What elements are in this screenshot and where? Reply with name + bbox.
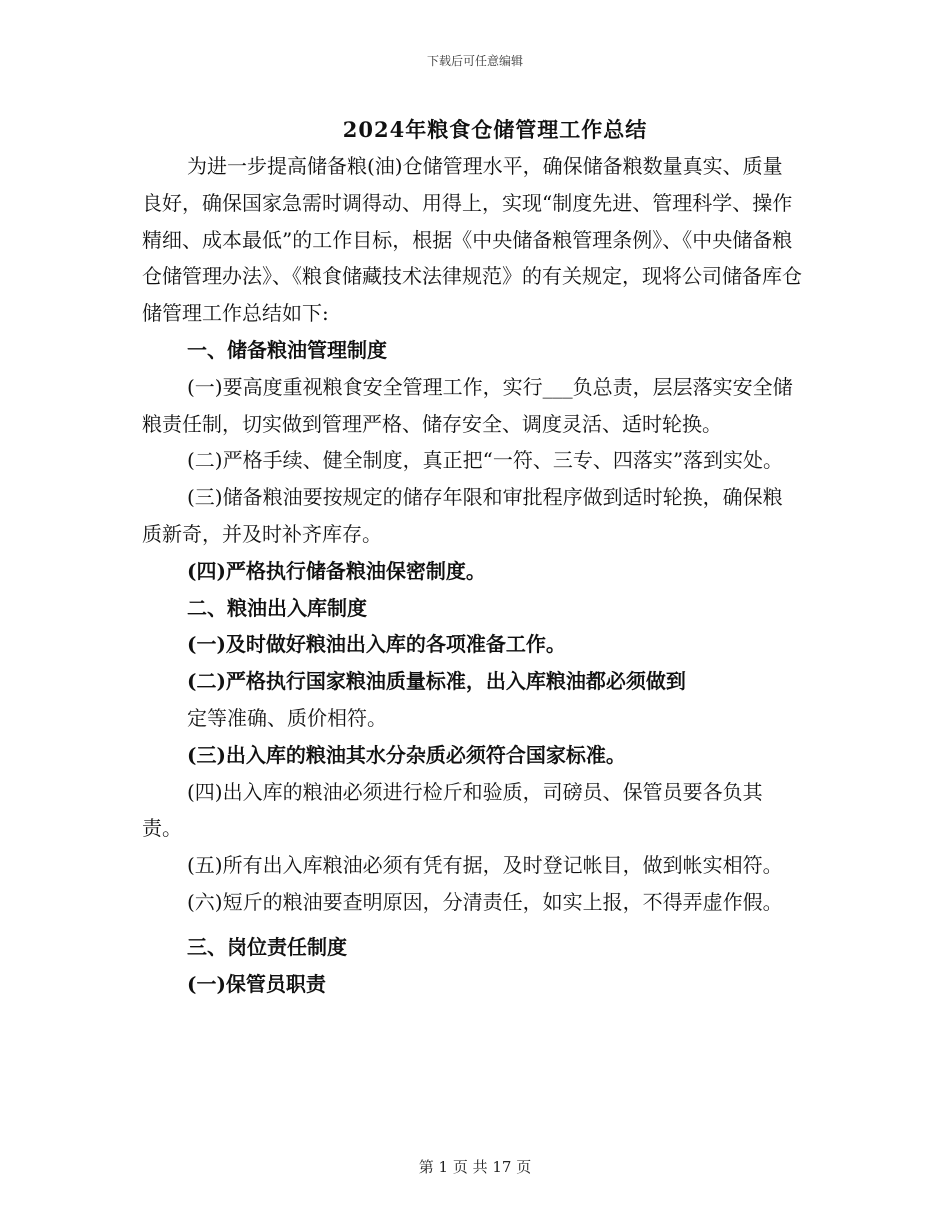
- paragraph-2-1: (一)及时做好粮油出入库的各项准备工作。: [187, 632, 566, 657]
- section-heading-3: 三、岗位责任制度: [187, 934, 347, 959]
- paragraph-2-4: (四)出入库的粮油必须进行检斤和验质，司磅员、保管员要各负其责。: [142, 779, 763, 841]
- header-note: 下载后可任意编辑: [426, 54, 523, 68]
- document-body: [142, 148, 802, 1002]
- document-title: 2024年粮食仓储管理工作总结: [342, 117, 648, 142]
- paragraph-2-6: (六)短斤的粮油要查明原因，分清责任，如实上报，不得弄虚作假。: [187, 889, 783, 914]
- page-number: 第 1 页 共 17 页: [418, 1158, 532, 1176]
- section-heading-1: 一、储备粮油管理制度: [187, 337, 387, 362]
- paragraph-1-1: (一)要高度重视粮食安全管理工作，实行___负总责，层层落实安全储粮责任制，切实做到管理严格、储存安全、调度灵活、适时轮换。: [142, 374, 793, 436]
- paragraph-3-1: (一)保管员职责: [187, 971, 326, 996]
- paragraph-2-5: (五)所有出入库粮油必须有凭有据，及时登记帐目，做到帐实相符。: [187, 853, 783, 878]
- paragraph-1-2: (二)严格手续、健全制度，真正把“一符、三专、四落实”落到实处。: [187, 448, 784, 473]
- paragraph-1-4: (四)严格执行储备粮油保密制度。: [187, 558, 486, 583]
- paragraph-2-3: (三)出入库的粮油其水分杂质必须符合国家标准。: [187, 742, 626, 767]
- paragraph-1-3: (三)储备粮油要按规定的储存年限和审批程序做到适时轮换，确保粮质新奇，并及时补齐库存。: [142, 485, 783, 546]
- section-heading-2: 二、粮油出入库制度: [187, 595, 367, 620]
- paragraph-2-2: (二)严格执行国家粮油质量标准，出入库粮油都必须做到: [187, 669, 686, 694]
- intro-paragraph: 为进一步提高储备粮(油)仓储管理水平，确保储备粮数量真实、质量良好，确保国家急需时调得动、用得上，实现“制度先进、管理科学、操作精细、成本最低”的工作目标，根据《中央储备粮管理条例》、《中央储备粮仓储管理办法》、《粮食储藏技术法律规范》的有关规定，现将公司储备库仓储管理工作总结如下:: [142, 154, 802, 326]
- paragraph-2-2-cont: 定等准确、质价相符。: [187, 705, 387, 730]
